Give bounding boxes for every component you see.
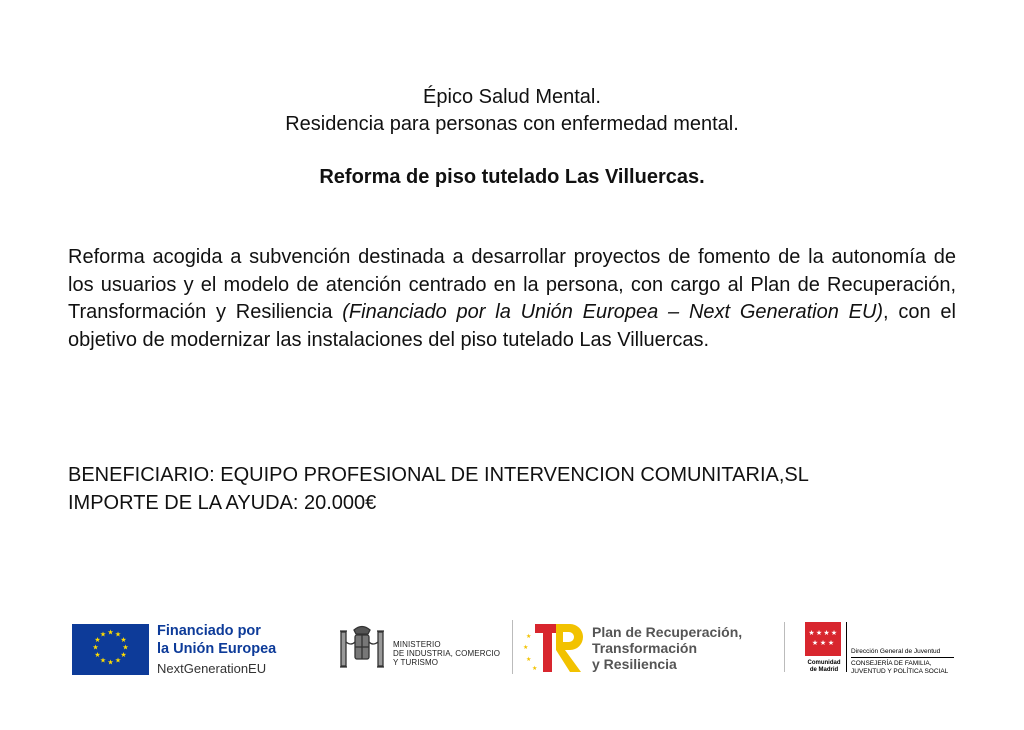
logo-divider [784,622,785,672]
svg-text:★: ★ [107,658,114,667]
svg-text:★: ★ [99,630,107,639]
body-text-a: Reforma acogida a subvención destinada a desarrollar proyectos de fomento de la autonomía de los usuarios y el modelo de atención centrado en la persona, con cargo al Plan de Recuperación, Transformación y Resiliencia [68,246,956,324]
svg-text:★: ★ [114,656,122,665]
amount-line: IMPORTE DE LA AYUDA: 20.000€ [68,492,377,514]
beneficiary-line: BENEFICIARIO: EQUIPO PROFESIONAL DE INTERVENCION COMUNITARIA,SL [68,464,809,486]
madrid-flag-icon [805,622,841,656]
madrid-name-line-1: Comunidad [807,660,841,666]
prtr-text-line-3: y Resiliencia [592,656,677,672]
ministry-line-1: MINISTERIO [393,640,441,649]
eu-funding-text [157,622,276,678]
eu-flag-icon [72,624,149,675]
svg-text:★: ★ [830,629,838,637]
madrid-direction: Dirección General de Juventud [851,648,941,655]
header-line-2: Residencia para personas con enfermedad mental. [285,113,739,135]
svg-text:★: ★ [532,665,538,672]
svg-text:★: ★ [823,629,830,637]
svg-text:★: ★ [815,629,823,637]
body-paragraph [68,244,956,355]
svg-text:★: ★ [827,639,835,647]
ministry-text [393,640,500,667]
svg-text:★: ★ [819,639,827,647]
prtr-text [592,624,742,672]
document-title: Reforma de piso tutelado Las Villuercas. [319,166,705,188]
madrid-rule [851,657,954,658]
logo-divider [512,620,513,674]
svg-text:★: ★ [107,628,114,637]
spain-coat-of-arms-icon [337,622,387,674]
svg-text:★: ★ [92,643,99,652]
madrid-name [800,660,848,674]
prtr-text-line-2: Transformación [592,640,698,656]
eu-text-line-1: Financiado por [157,623,261,639]
madrid-department [851,660,948,675]
svg-text:★: ★ [811,639,819,647]
svg-text:★: ★ [808,629,815,637]
prtr-logo-icon [523,622,587,674]
svg-text:★: ★ [120,636,127,644]
svg-text:★: ★ [526,633,532,640]
svg-text:★: ★ [99,656,107,665]
body-text-italic: (Financiado por la Unión Europea – Next Generation EU) [342,301,884,324]
body-text-b: , con el objetivo de modernizar las instalaciones del piso tutelado Las Villuercas. [68,301,956,352]
svg-text:★: ★ [114,630,122,639]
madrid-dept-line-1: CONSEJERÍA DE FAMILIA, [851,660,932,667]
madrid-divider [846,622,847,672]
svg-text:★: ★ [523,644,529,651]
madrid-dept-line-2: JUVENTUD Y POLÍTICA SOCIAL [851,667,949,675]
ministry-line-3: Y TURISMO [393,658,439,667]
ministry-line-2: DE INDUSTRIA, COMERCIO [393,649,501,658]
header-line-1: Épico Salud Mental. [423,86,601,108]
svg-text:★: ★ [526,656,532,663]
eu-text-line-2: la Unión Europea [157,641,277,657]
svg-text:★: ★ [120,651,127,659]
svg-text:★: ★ [122,643,129,652]
eu-text-line-3: NextGenerationEU [157,661,267,676]
svg-text:★: ★ [94,651,101,659]
svg-text:★: ★ [94,636,101,644]
prtr-text-line-1: Plan de Recuperación, [592,624,743,640]
madrid-name-line-2: de Madrid [809,667,839,673]
